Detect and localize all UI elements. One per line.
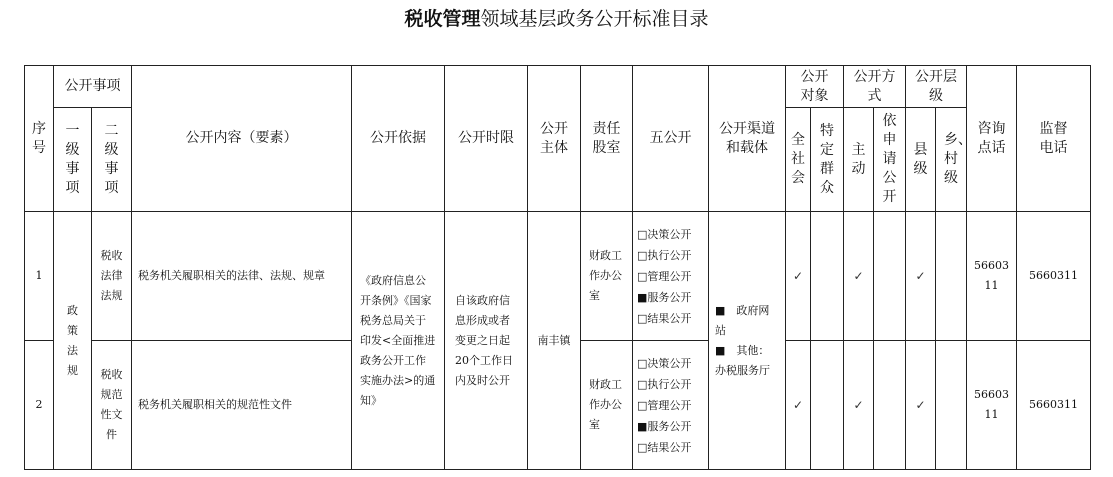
row-consult: 5660311: [967, 341, 1017, 470]
header-mode: 公开方式: [844, 66, 906, 108]
title-rest: 领域基层政务公开标准目录: [480, 8, 709, 30]
five-item: ■服务公开: [637, 419, 692, 433]
table-row: [25, 212, 1091, 341]
header-level1: 一级事项: [54, 108, 92, 212]
cell-mode-apply: [874, 341, 906, 470]
check-tier-county: ✓: [906, 212, 936, 341]
header-tier-town: 乡、村级: [936, 108, 967, 212]
header-basis: 公开依据: [352, 66, 445, 212]
header-five: 五公开: [633, 66, 709, 212]
row-dept: 财政工作办公室: [581, 341, 633, 470]
five-item: □结果公开: [637, 440, 692, 454]
five-item: □结果公开: [637, 311, 692, 325]
row-five: [633, 212, 709, 341]
row-content: 税务机关履职相关的法律、法规、规章: [132, 212, 352, 341]
five-item: □决策公开: [637, 227, 692, 241]
check-mode-active: ✓: [844, 341, 874, 470]
cell-tier-town: [936, 212, 967, 341]
header-consult: 咨询点话: [967, 66, 1017, 212]
row-five: [633, 341, 709, 470]
row-supervise: 5660311: [1017, 341, 1091, 470]
header-items: 公开事项: [54, 66, 132, 108]
header-timelimit: 公开时限: [445, 66, 528, 212]
five-item: □执行公开: [637, 248, 692, 262]
header-tier: 公开层级: [906, 66, 967, 108]
title-bold: 税收管理: [404, 8, 481, 30]
header-target-specific: 特定群众: [811, 108, 844, 212]
header-target-all: 全社会: [786, 108, 811, 212]
five-item: □执行公开: [637, 377, 692, 391]
header-subject: 公开主体: [528, 66, 581, 212]
catalog-table: [24, 65, 1091, 470]
header-channel: 公开渠道和载体: [709, 66, 786, 212]
cell-tier-town: [936, 341, 967, 470]
header-mode-active: 主动: [844, 108, 874, 212]
check-target-all: ✓: [786, 212, 811, 341]
five-item: □管理公开: [637, 398, 692, 412]
check-target-all: ✓: [786, 341, 811, 470]
header-content: 公开内容（要素）: [132, 66, 352, 212]
page-title: [0, 6, 1113, 32]
cell-target-specific: [811, 212, 844, 341]
row-seq: 2: [25, 341, 54, 470]
cell-mode-apply: [874, 212, 906, 341]
row-content: 税务机关履职相关的规范性文件: [132, 341, 352, 470]
channel-item: ■ 其他：办税服务厅: [715, 343, 770, 377]
row-subject: 南丰镇: [528, 212, 581, 470]
row-supervise: 5660311: [1017, 212, 1091, 341]
check-tier-county: ✓: [906, 341, 936, 470]
channel-item: ■ 政府网站: [715, 303, 770, 337]
check-mode-active: ✓: [844, 212, 874, 341]
row-dept: 财政工作办公室: [581, 212, 633, 341]
row-level1: 政策法规: [54, 212, 92, 470]
row-basis: 《政府信息公开条例》《国家税务总局关于印发<全面推进政务公开工作实施办法>的通知》: [352, 212, 445, 470]
header-supervise: 监督电话: [1017, 66, 1091, 212]
header-dept: 责任股室: [581, 66, 633, 212]
five-item: □管理公开: [637, 269, 692, 283]
row-timelimit: 自该政府信息形成或者变更之日起20个工作日内及时公开: [445, 212, 528, 470]
row-consult: 5660311: [967, 212, 1017, 341]
row-seq: 1: [25, 212, 54, 341]
cell-target-specific: [811, 341, 844, 470]
header-mode-apply: 依申请公开: [874, 108, 906, 212]
five-item: □决策公开: [637, 356, 692, 370]
header-target: 公开对象: [786, 66, 844, 108]
header-tier-county: 县级: [906, 108, 936, 212]
header-seq: 序号: [25, 66, 54, 212]
five-item: ■服务公开: [637, 290, 692, 304]
row-level2: 税收规范性文件: [92, 341, 132, 470]
row-channel: [709, 212, 786, 470]
header-level2: 二级事项: [92, 108, 132, 212]
row-level2: 税收法律法规: [92, 212, 132, 341]
